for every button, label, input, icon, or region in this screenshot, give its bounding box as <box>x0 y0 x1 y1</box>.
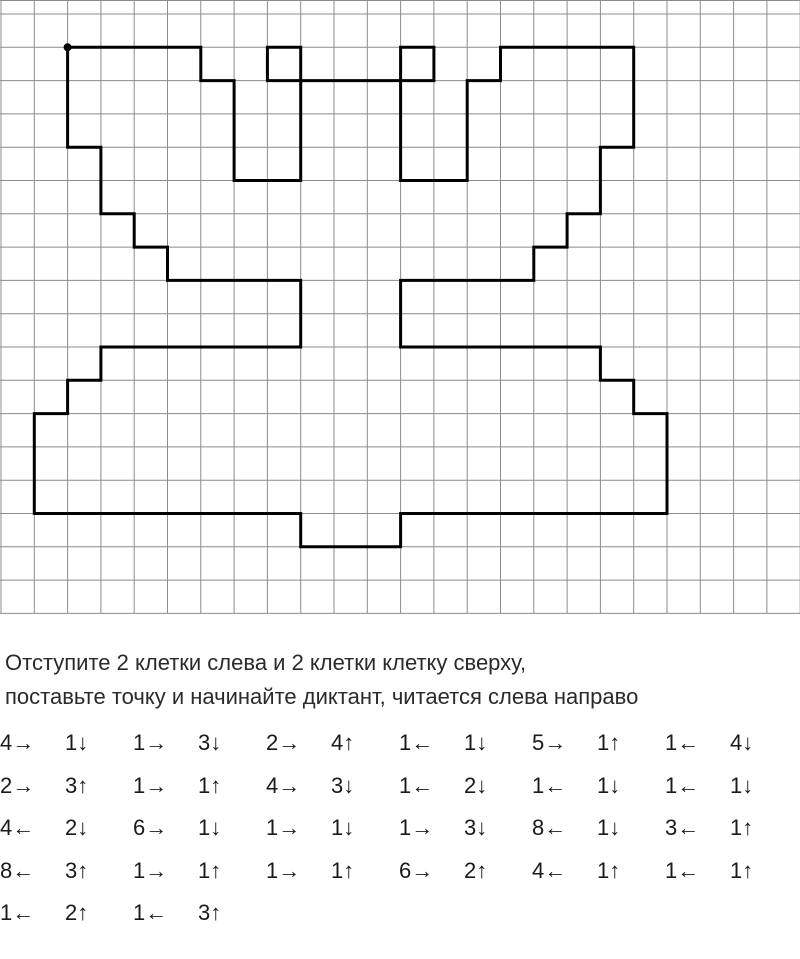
dictation-step: 1← <box>665 772 700 798</box>
dictation-step: 2→ <box>266 730 301 755</box>
dictation-step: 1↑ <box>730 815 754 840</box>
start-point-dot <box>64 43 72 51</box>
dictation-step: 4← <box>532 857 567 883</box>
dictation-step: 4← <box>0 815 35 840</box>
dictation-step: 1← <box>399 772 434 798</box>
dictation-step: 6→ <box>133 815 168 840</box>
dictation-step: 1← <box>665 730 700 755</box>
dictation-step: 1↑ <box>198 772 222 798</box>
dictation-step: 8← <box>0 857 35 883</box>
dictation-step: 1← <box>532 772 567 798</box>
dictation-step: 1↓ <box>331 815 355 840</box>
dictation-step: 8← <box>532 815 567 840</box>
dictation-step: 3↑ <box>65 772 89 798</box>
dictation-step: 6→ <box>399 857 434 883</box>
dictation-step: 1↓ <box>597 815 621 840</box>
dictation-step: 1→ <box>133 772 168 798</box>
dictation-step: 1↓ <box>730 772 754 798</box>
dictation-step: 3↓ <box>198 730 222 755</box>
instruction-line-2: поставьте точку и начинайте диктант, читается слева направо <box>5 684 639 709</box>
dictation-figure-path <box>34 47 667 547</box>
dictation-step: 1↓ <box>198 815 222 840</box>
dictation-step: 1↑ <box>198 857 222 883</box>
dictation-step: 3↑ <box>198 900 222 925</box>
dictation-step: 1← <box>133 900 168 925</box>
dictation-step: 3↓ <box>331 772 355 798</box>
dictation-step: 1↓ <box>597 772 621 798</box>
dictation-step: 2↑ <box>464 857 488 883</box>
dictation-step: 2↑ <box>65 900 89 925</box>
dictation-step: 1↑ <box>730 857 754 883</box>
dictation-step: 2↓ <box>65 815 89 840</box>
dictation-step: 4→ <box>0 730 35 755</box>
dictation-step: 1→ <box>133 730 168 755</box>
dictation-step: 4↑ <box>331 730 355 755</box>
dictation-step: 3← <box>665 815 700 840</box>
dictation-step: 1→ <box>266 857 301 883</box>
dictation-step: 1← <box>665 857 700 883</box>
dictation-step: 1↑ <box>331 857 355 883</box>
dictation-step: 1→ <box>399 815 434 840</box>
dictation-step: 2↓ <box>464 772 488 798</box>
dictation-step: 3↑ <box>65 857 89 883</box>
dictation-step: 1← <box>399 730 434 755</box>
dictation-step: 2→ <box>0 772 35 798</box>
dictation-step: 4→ <box>266 772 301 798</box>
dictation-step: 4↓ <box>730 730 754 755</box>
dictation-step: 1→ <box>266 815 301 840</box>
dictation-step: 1↑ <box>597 730 621 755</box>
dictation-step: 1→ <box>133 857 168 883</box>
dictation-step: 1↓ <box>65 730 89 755</box>
dictation-step: 3↓ <box>464 815 488 840</box>
dictation-step: 1← <box>0 900 35 925</box>
dictation-step: 1↓ <box>464 730 488 755</box>
dictation-step: 5→ <box>532 730 567 755</box>
instruction-line-1: Отступите 2 клетки слева и 2 клетки клетку сверху, <box>5 650 527 675</box>
dictation-step: 1↑ <box>597 857 621 883</box>
